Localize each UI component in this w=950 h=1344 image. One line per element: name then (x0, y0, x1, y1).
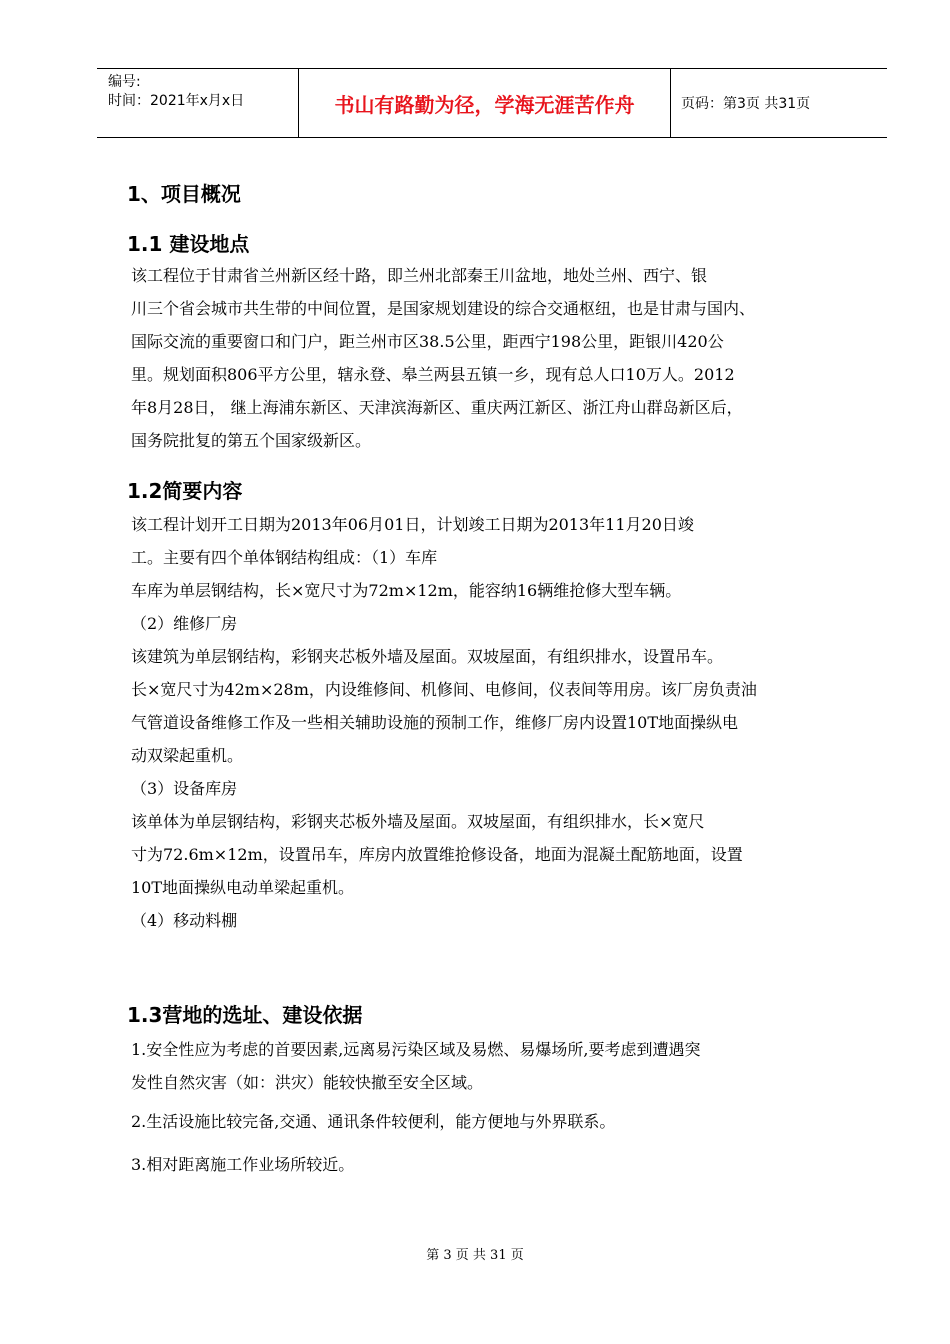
text-line: 寸为72.6m×12m，设置吊车，库房内放置维抢修设备，地面为混凝土配筋地面，设置 (131, 845, 743, 864)
text-line: 2.生活设施比较完备,交通、通讯条件较便利，能方便地与外界联系。 (131, 1112, 616, 1131)
text-line: 里。规划面积806平方公里，辖永登、皋兰两县五镇一乡，现有总人口10万人。2012 (131, 365, 735, 384)
document-date: 时间：2021年x月x日 (108, 93, 245, 109)
text-line: 国际交流的重要窗口和门户，距兰州市区38.5公里，距西宁198公里，距银川420公 (131, 332, 724, 351)
heading-brief-content: 1.2简要内容 (127, 479, 243, 503)
text-line: 发性自然灾害（如：洪灾）能较快撤至安全区域。 (131, 1073, 484, 1092)
text-line: 川三个省会城市共生带的中间位置，是国家规划建设的综合交通枢纽，也是甘肃与国内、 (131, 299, 756, 318)
header-page-info: 页码：第3页 共31页 (681, 96, 811, 112)
text-line: 车库为单层钢结构，长×宽尺寸为72m×12m，能容纳16辆维抢修大型车辆。 (131, 581, 682, 600)
text-line: 该工程位于甘肃省兰州新区经十路，即兰州北部秦王川盆地，地处兰州、西宁、银 (131, 266, 708, 285)
page-header (97, 68, 887, 138)
text-line: （4）移动料棚 (131, 911, 238, 930)
text-line: 长×宽尺寸为42m×28m，内设维修间、机修间、电修间，仪表间等用房。该厂房负责油 (131, 680, 757, 699)
text-line: （2）维修厂房 (131, 614, 238, 633)
paragraph-construction-site (131, 259, 876, 457)
text-line: 国务院批复的第五个国家级新区。 (131, 431, 372, 450)
text-line: 1.安全性应为考虑的首要因素,远离易污染区域及易燃、易爆场所,要考虑到遭遇突 (131, 1040, 701, 1059)
page-footer: 第 3 页 共 31 页 (426, 1248, 524, 1263)
text-line: 动双梁起重机。 (131, 746, 244, 765)
section-title: 1、项目概况 (127, 182, 241, 206)
heading-construction-site: 1.1 建设地点 (127, 232, 250, 256)
text-line: 气管道设备维修工作及一些相关辅助设施的预制工作，维修厂房内设置10T地面操纵电 (131, 713, 739, 732)
paragraph-brief-content (131, 508, 876, 937)
text-line: 10T地面操纵电动单梁起重机。 (131, 878, 355, 897)
paragraph-camp-site-selection (131, 1033, 876, 1181)
header-motto: 书山有路勤为径，学海无涯苦作舟 (298, 69, 671, 137)
text-line: 3.相对距离施工作业场所较近。 (131, 1155, 355, 1174)
text-line: 该单体为单层钢结构，彩钢夹芯板外墙及屋面。双坡屋面，有组织排水，长×宽尺 (131, 812, 705, 831)
header-meta (97, 69, 298, 137)
text-line: （3）设备库房 (131, 779, 238, 798)
text-line: 该建筑为单层钢结构，彩钢夹芯板外墙及屋面。双坡屋面，有组织排水，设置吊车。 (131, 647, 724, 666)
document-number-label: 编号: (108, 74, 141, 90)
text-line: 工。主要有四个单体钢结构组成：（1）车库 (131, 548, 438, 567)
text-line: 该工程计划开工日期为2013年06月01日，计划竣工日期为2013年11月20日竣 (131, 515, 694, 534)
text-line: 年8月28日， 继上海浦东新区、天津滨海新区、重庆两江新区、浙江舟山群岛新区后， (131, 398, 743, 417)
heading-camp-site-selection: 1.3营地的选址、建设依据 (127, 1003, 363, 1027)
